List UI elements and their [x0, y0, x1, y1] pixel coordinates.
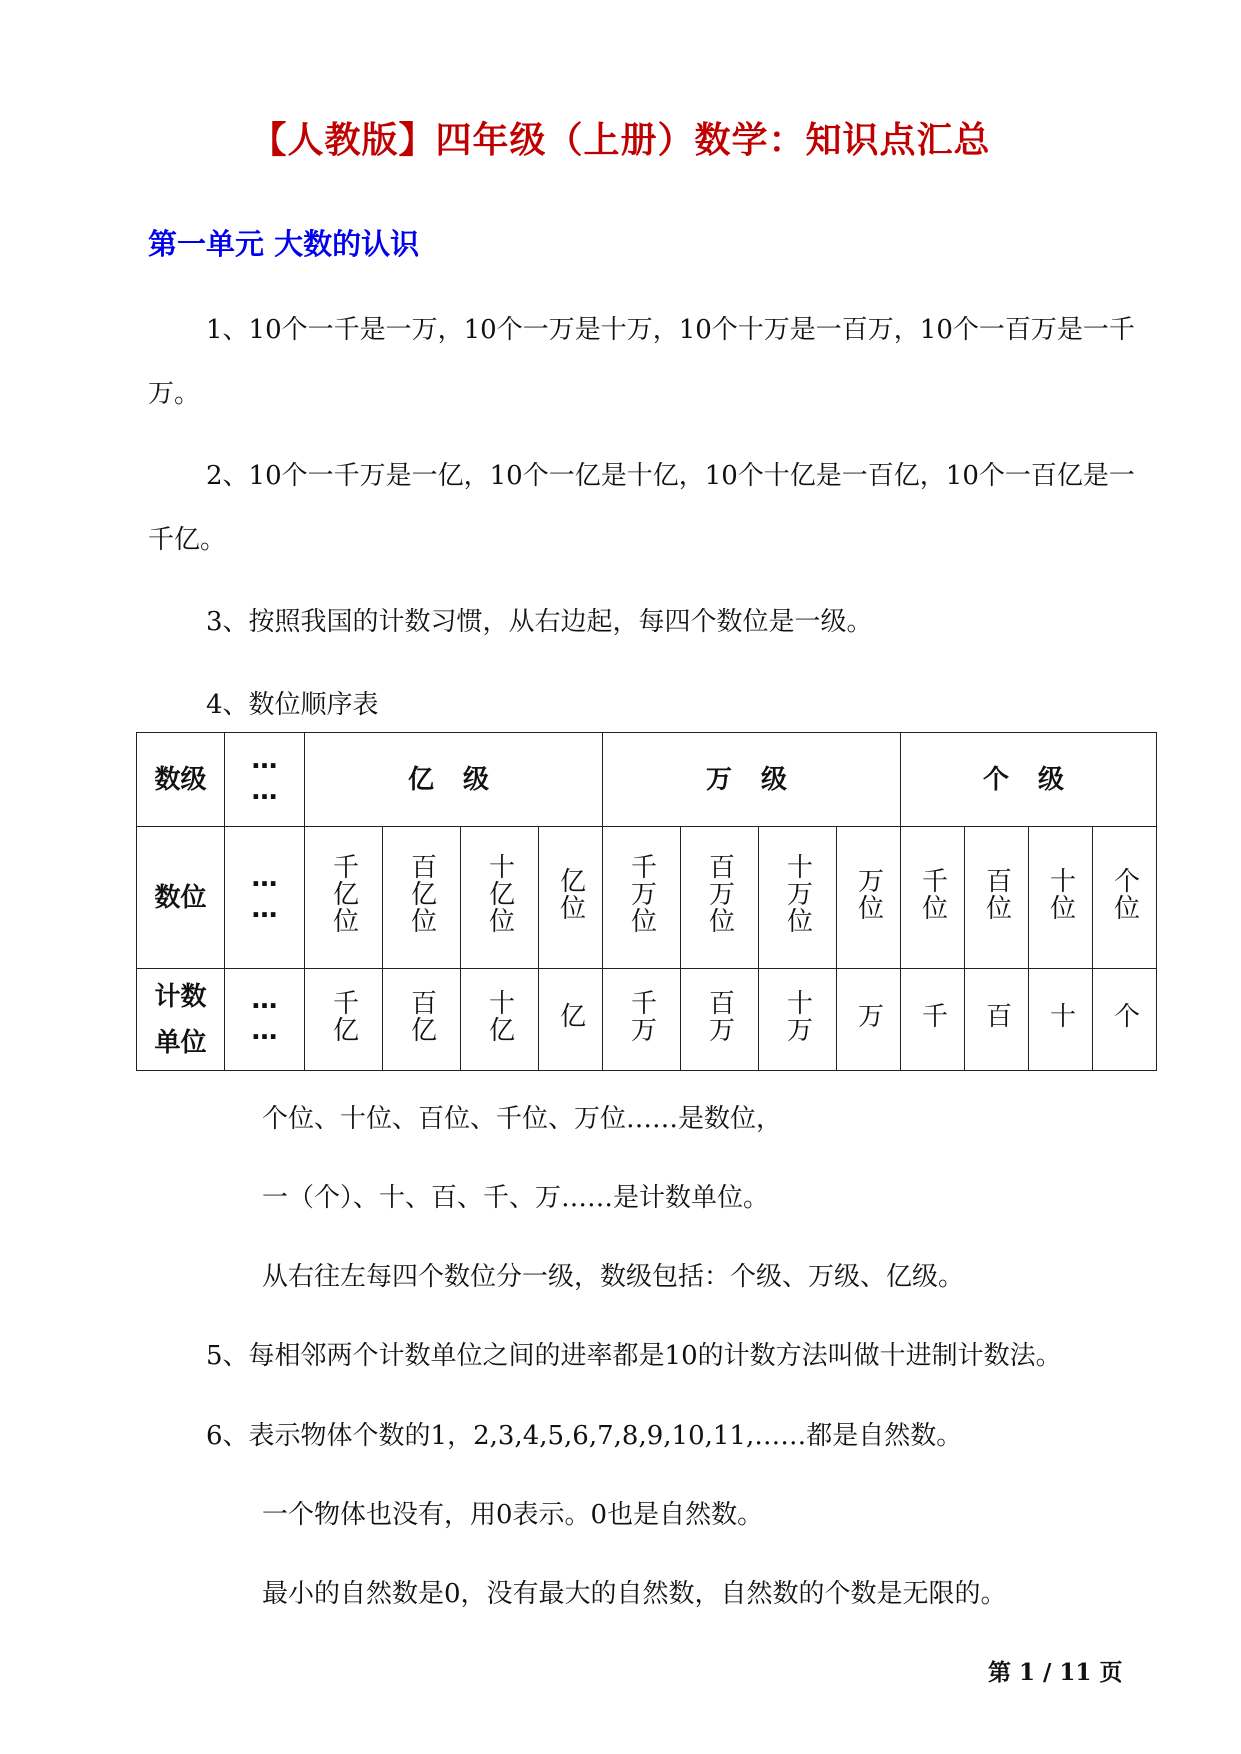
ellipsis-cell: …… [225, 969, 305, 1071]
place-cell: 百位 [965, 827, 1029, 969]
unit-cell: 亿 [539, 969, 603, 1071]
place-cell: 十万位 [759, 827, 837, 969]
unit-cell: 千万 [603, 969, 681, 1071]
unit-cell: 十万 [759, 969, 837, 1071]
group-wan: 万 级 [603, 733, 901, 827]
place-value-table [136, 732, 1157, 1071]
document-title: 【人教版】四年级（上册）数学：知识点汇总 [250, 120, 991, 161]
place-cell: 十亿位 [461, 827, 539, 969]
paragraph-3: 3、按照我国的计数习惯，从右边起，每四个数位是一级。 [206, 607, 873, 637]
table-row-levels [137, 733, 1157, 827]
note-places: 个位、十位、百位、千位、万位……是数位， [262, 1104, 783, 1134]
note-zero: 一个物体也没有，用0表示。0也是自然数。 [262, 1500, 764, 1530]
place-cell: 千万位 [603, 827, 681, 969]
paragraph-6: 6、表示物体个数的1，2,3,4,5,6,7,8,9,10,11,……都是自然数。 [206, 1421, 963, 1451]
row-header-places: 数位 [137, 827, 225, 969]
place-cell: 千位 [901, 827, 965, 969]
row-header-levels: 数级 [137, 733, 225, 827]
table-row-units [137, 969, 1157, 1071]
unit-cell: 百 [965, 969, 1029, 1071]
paragraph-2: 2、10个一千万是一亿，10个一亿是十亿，10个十亿是一百亿，10个一百亿是一千亿。 [148, 461, 1135, 555]
place-cell: 亿位 [539, 827, 603, 969]
place-cell: 万位 [837, 827, 901, 969]
unit-cell: 百万 [681, 969, 759, 1071]
paragraph-5: 5、每相邻两个计数单位之间的进率都是10的计数方法叫做十进制计数法。 [206, 1341, 1062, 1371]
place-cell: 个位 [1093, 827, 1157, 969]
note-levels: 从右往左每四个数位分一级，数级包括：个级、万级、亿级。 [262, 1262, 965, 1292]
ellipsis-cell: …… [225, 733, 305, 827]
unit-cell: 千亿 [305, 969, 383, 1071]
place-cell: 千亿位 [305, 827, 383, 969]
ellipsis-cell: …… [225, 827, 305, 969]
unit-cell: 千 [901, 969, 965, 1071]
group-yi: 亿 级 [305, 733, 603, 827]
note-infinite: 最小的自然数是0，没有最大的自然数，自然数的个数是无限的。 [262, 1579, 1007, 1609]
paragraph-1: 1、10个一千是一万，10个一万是十万，10个十万是一百万，10个一百万是一千万。 [148, 315, 1135, 409]
page-number: 第 1 / 11 页 [988, 1659, 1123, 1686]
table-row-places [137, 827, 1157, 969]
note-units: 一（个）、十、百、千、万……是计数单位。 [262, 1183, 770, 1213]
unit-cell: 百亿 [383, 969, 461, 1071]
unit-cell: 万 [837, 969, 901, 1071]
unit-heading: 第一单元 大数的认识 [148, 227, 420, 261]
place-cell: 百万位 [681, 827, 759, 969]
place-cell: 百亿位 [383, 827, 461, 969]
row-header-units: 计数单位 [137, 969, 225, 1071]
paragraph-4: 4、数位顺序表 [206, 690, 379, 720]
unit-cell: 十亿 [461, 969, 539, 1071]
place-cell: 十位 [1029, 827, 1093, 969]
group-ge: 个 级 [901, 733, 1157, 827]
unit-cell: 个 [1093, 969, 1157, 1071]
unit-cell: 十 [1029, 969, 1093, 1071]
